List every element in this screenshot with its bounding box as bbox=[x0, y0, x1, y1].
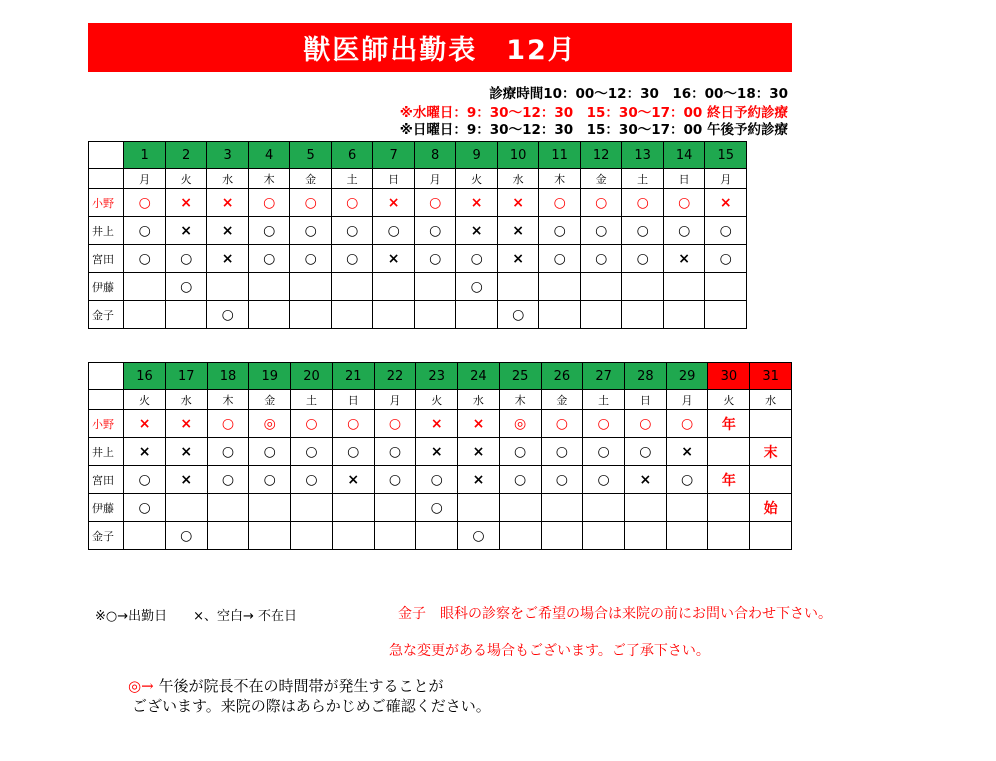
attendance-mark bbox=[708, 494, 750, 522]
attendance-mark bbox=[249, 494, 291, 522]
day-number: 16 bbox=[124, 363, 166, 390]
weekday-label: 日 bbox=[625, 390, 667, 410]
attendance-mark bbox=[622, 273, 664, 301]
empty-cell bbox=[89, 390, 124, 410]
doctor-row bbox=[89, 189, 747, 217]
weekday-label: 火 bbox=[416, 390, 458, 410]
attendance-mark: ○ bbox=[165, 273, 207, 301]
double-circle-mark: ◎→ bbox=[128, 677, 154, 695]
day-number: 19 bbox=[249, 363, 291, 390]
attendance-mark bbox=[583, 522, 625, 550]
attendance-mark bbox=[499, 522, 541, 550]
attendance-mark bbox=[705, 301, 747, 329]
double-circle-line2: ございます。来院の際はあらかじめご確認ください。 bbox=[132, 697, 491, 715]
attendance-mark bbox=[622, 301, 664, 329]
attendance-mark: ○ bbox=[539, 189, 581, 217]
attendance-mark bbox=[414, 301, 456, 329]
day-number: 13 bbox=[622, 142, 664, 169]
weekday-label: 火 bbox=[456, 169, 498, 189]
attendance-mark bbox=[332, 522, 374, 550]
empty-cell bbox=[89, 169, 124, 189]
attendance-mark bbox=[248, 301, 290, 329]
attendance-mark: ○ bbox=[580, 217, 622, 245]
attendance-mark bbox=[124, 273, 166, 301]
day-number: 2 bbox=[165, 142, 207, 169]
doctor-row bbox=[89, 438, 792, 466]
attendance-mark bbox=[625, 522, 667, 550]
attendance-mark: ○ bbox=[541, 466, 583, 494]
attendance-mark: ○ bbox=[291, 466, 333, 494]
weekday-label: 木 bbox=[248, 169, 290, 189]
attendance-mark: × bbox=[663, 245, 705, 273]
attendance-mark: ○ bbox=[622, 217, 664, 245]
attendance-mark: ○ bbox=[249, 438, 291, 466]
attendance-mark: × bbox=[165, 217, 207, 245]
day-number: 23 bbox=[416, 363, 458, 390]
day-number: 18 bbox=[207, 363, 249, 390]
attendance-mark: × bbox=[373, 189, 415, 217]
attendance-mark bbox=[374, 494, 416, 522]
attendance-mark bbox=[456, 301, 498, 329]
attendance-mark: ○ bbox=[248, 245, 290, 273]
attendance-mark: × bbox=[705, 189, 747, 217]
attendance-mark: × bbox=[625, 466, 667, 494]
attendance-mark: ○ bbox=[499, 466, 541, 494]
attendance-mark bbox=[541, 494, 583, 522]
doctor-row bbox=[89, 410, 792, 438]
attendance-mark: × bbox=[373, 245, 415, 273]
attendance-mark: × bbox=[124, 410, 166, 438]
attendance-mark: ○ bbox=[705, 217, 747, 245]
day-number-row bbox=[89, 142, 747, 169]
day-number: 12 bbox=[580, 142, 622, 169]
legend-note: ※○→出勤日 ×、空白→ 不在日 bbox=[95, 609, 298, 624]
attendance-mark: ○ bbox=[374, 466, 416, 494]
day-number: 4 bbox=[248, 142, 290, 169]
attendance-mark: ○ bbox=[625, 410, 667, 438]
attendance-mark: ○ bbox=[539, 217, 581, 245]
attendance-mark: × bbox=[165, 189, 207, 217]
attendance-mark bbox=[207, 273, 249, 301]
double-circle-line1: 午後が院長不在の時間帯が発生することが bbox=[153, 677, 444, 695]
attendance-mark: ○ bbox=[249, 466, 291, 494]
weekday-row bbox=[89, 169, 747, 189]
attendance-mark: 年 bbox=[708, 466, 750, 494]
attendance-mark: 始 bbox=[750, 494, 792, 522]
attendance-mark: ○ bbox=[373, 217, 415, 245]
attendance-mark: ○ bbox=[291, 410, 333, 438]
attendance-mark: ○ bbox=[414, 245, 456, 273]
weekday-label: 月 bbox=[374, 390, 416, 410]
doctor-name: 井上 bbox=[89, 438, 124, 466]
attendance-mark: ○ bbox=[248, 189, 290, 217]
weekday-label: 火 bbox=[165, 169, 207, 189]
sunday-hours: ※日曜日：9：30～12：30 15：30～17：00 午後予約診療 bbox=[399, 122, 788, 138]
attendance-mark: ○ bbox=[541, 410, 583, 438]
schedule-table-1 bbox=[88, 141, 747, 329]
day-number: 24 bbox=[458, 363, 500, 390]
attendance-mark: ○ bbox=[165, 522, 207, 550]
day-number: 10 bbox=[497, 142, 539, 169]
attendance-mark: × bbox=[497, 245, 539, 273]
attendance-mark: × bbox=[207, 189, 249, 217]
weekday-label: 日 bbox=[663, 169, 705, 189]
attendance-mark: ○ bbox=[332, 438, 374, 466]
attendance-mark bbox=[290, 301, 332, 329]
attendance-mark: ◎ bbox=[249, 410, 291, 438]
attendance-mark bbox=[290, 273, 332, 301]
weekday-label: 土 bbox=[622, 169, 664, 189]
attendance-mark: × bbox=[207, 245, 249, 273]
attendance-mark: ○ bbox=[290, 245, 332, 273]
attendance-mark: ○ bbox=[374, 410, 416, 438]
doctor-row bbox=[89, 245, 747, 273]
attendance-mark: ○ bbox=[124, 217, 166, 245]
attendance-mark: × bbox=[165, 410, 207, 438]
weekday-label: 金 bbox=[580, 169, 622, 189]
day-number: 15 bbox=[705, 142, 747, 169]
attendance-mark: ○ bbox=[583, 438, 625, 466]
attendance-mark: × bbox=[207, 217, 249, 245]
attendance-mark bbox=[291, 494, 333, 522]
attendance-mark: ○ bbox=[456, 245, 498, 273]
weekday-label: 月 bbox=[705, 169, 747, 189]
attendance-mark: ○ bbox=[207, 410, 249, 438]
attendance-mark: × bbox=[458, 438, 500, 466]
attendance-mark bbox=[373, 301, 415, 329]
attendance-mark: ○ bbox=[666, 410, 708, 438]
day-number: 27 bbox=[583, 363, 625, 390]
attendance-mark: ○ bbox=[207, 438, 249, 466]
weekday-label: 金 bbox=[249, 390, 291, 410]
attendance-mark: ○ bbox=[207, 466, 249, 494]
attendance-mark: × bbox=[666, 438, 708, 466]
weekday-label: 日 bbox=[332, 390, 374, 410]
ophthalmology-note: 金子 眼科の診察をご希望の場合は来院の前にお問い合わせ下さい。 bbox=[398, 606, 832, 622]
doctor-row bbox=[89, 494, 792, 522]
wednesday-hours: ※水曜日：9：30～12：30 15：30～17：00 終日予約診療 bbox=[399, 105, 788, 121]
attendance-mark bbox=[666, 494, 708, 522]
day-number: 1 bbox=[124, 142, 166, 169]
attendance-mark: ○ bbox=[165, 245, 207, 273]
weekday-label: 日 bbox=[373, 169, 415, 189]
day-number: 17 bbox=[165, 363, 207, 390]
attendance-mark: ○ bbox=[248, 217, 290, 245]
day-number: 8 bbox=[414, 142, 456, 169]
attendance-mark: ○ bbox=[207, 301, 249, 329]
weekday-label: 土 bbox=[583, 390, 625, 410]
attendance-mark bbox=[539, 301, 581, 329]
doctor-row bbox=[89, 301, 747, 329]
corner-cell bbox=[89, 363, 124, 390]
attendance-mark: × bbox=[124, 438, 166, 466]
attendance-mark: ○ bbox=[499, 438, 541, 466]
doctor-row bbox=[89, 522, 792, 550]
weekday-label: 月 bbox=[414, 169, 456, 189]
attendance-mark: ○ bbox=[124, 189, 166, 217]
day-number: 6 bbox=[331, 142, 373, 169]
attendance-mark: ○ bbox=[332, 410, 374, 438]
attendance-mark bbox=[750, 522, 792, 550]
attendance-mark bbox=[373, 273, 415, 301]
weekday-label: 水 bbox=[165, 390, 207, 410]
attendance-mark: ○ bbox=[622, 189, 664, 217]
weekday-label: 木 bbox=[499, 390, 541, 410]
doctor-row bbox=[89, 273, 747, 301]
attendance-mark bbox=[663, 273, 705, 301]
weekday-label: 水 bbox=[207, 169, 249, 189]
corner-cell bbox=[89, 142, 124, 169]
attendance-mark: × bbox=[165, 466, 207, 494]
attendance-mark bbox=[458, 494, 500, 522]
doctor-row bbox=[89, 466, 792, 494]
attendance-mark bbox=[539, 273, 581, 301]
weekday-label: 金 bbox=[290, 169, 332, 189]
attendance-mark: ○ bbox=[124, 494, 166, 522]
doctor-name: 井上 bbox=[89, 217, 124, 245]
weekday-label: 月 bbox=[666, 390, 708, 410]
attendance-mark bbox=[663, 301, 705, 329]
attendance-mark: ○ bbox=[663, 189, 705, 217]
doctor-name: 宮田 bbox=[89, 245, 124, 273]
day-number: 29 bbox=[666, 363, 708, 390]
attendance-mark bbox=[541, 522, 583, 550]
attendance-mark: 年 bbox=[708, 410, 750, 438]
day-number-row bbox=[89, 363, 792, 390]
title-bar bbox=[88, 23, 792, 72]
attendance-mark: ○ bbox=[124, 466, 166, 494]
attendance-mark bbox=[165, 301, 207, 329]
doctor-name: 宮田 bbox=[89, 466, 124, 494]
attendance-mark: ○ bbox=[331, 189, 373, 217]
attendance-mark bbox=[248, 273, 290, 301]
attendance-mark bbox=[750, 410, 792, 438]
attendance-mark: ○ bbox=[625, 438, 667, 466]
doctor-name: 小野 bbox=[89, 410, 124, 438]
day-number: 22 bbox=[374, 363, 416, 390]
regular-hours: 診療時間10：00～12：30 16：00～18：30 bbox=[489, 86, 788, 102]
attendance-mark: ○ bbox=[539, 245, 581, 273]
attendance-mark bbox=[207, 494, 249, 522]
attendance-mark: ○ bbox=[583, 410, 625, 438]
attendance-mark bbox=[249, 522, 291, 550]
attendance-mark: × bbox=[416, 410, 458, 438]
attendance-mark: ○ bbox=[622, 245, 664, 273]
day-number: 9 bbox=[456, 142, 498, 169]
attendance-mark: ○ bbox=[374, 438, 416, 466]
doctor-row bbox=[89, 217, 747, 245]
weekday-label: 土 bbox=[291, 390, 333, 410]
attendance-mark: ○ bbox=[290, 189, 332, 217]
attendance-mark bbox=[416, 522, 458, 550]
attendance-mark bbox=[331, 301, 373, 329]
weekday-label: 土 bbox=[331, 169, 373, 189]
day-number: 14 bbox=[663, 142, 705, 169]
attendance-mark: × bbox=[416, 438, 458, 466]
day-number: 3 bbox=[207, 142, 249, 169]
attendance-mark: ○ bbox=[416, 466, 458, 494]
double-circle-note bbox=[128, 676, 491, 716]
attendance-mark: ○ bbox=[497, 301, 539, 329]
attendance-mark bbox=[124, 522, 166, 550]
attendance-mark: × bbox=[458, 410, 500, 438]
change-notice: 急な変更がある場合もございます。ご了承下さい。 bbox=[389, 643, 710, 659]
attendance-mark: ○ bbox=[414, 217, 456, 245]
attendance-mark bbox=[580, 301, 622, 329]
day-number: 30 bbox=[708, 363, 750, 390]
day-number: 5 bbox=[290, 142, 332, 169]
attendance-mark: 末 bbox=[750, 438, 792, 466]
attendance-mark: ○ bbox=[705, 245, 747, 273]
attendance-mark: ○ bbox=[290, 217, 332, 245]
doctor-name: 小野 bbox=[89, 189, 124, 217]
attendance-mark bbox=[708, 438, 750, 466]
attendance-mark: ○ bbox=[414, 189, 456, 217]
attendance-mark bbox=[750, 466, 792, 494]
attendance-mark: ○ bbox=[583, 466, 625, 494]
day-number: 25 bbox=[499, 363, 541, 390]
attendance-mark bbox=[165, 494, 207, 522]
attendance-mark bbox=[207, 522, 249, 550]
weekday-label: 水 bbox=[458, 390, 500, 410]
doctor-name: 伊藤 bbox=[89, 273, 124, 301]
weekday-label: 火 bbox=[708, 390, 750, 410]
day-number: 20 bbox=[291, 363, 333, 390]
weekday-row bbox=[89, 390, 792, 410]
attendance-mark: ○ bbox=[416, 494, 458, 522]
day-number: 31 bbox=[750, 363, 792, 390]
day-number: 21 bbox=[332, 363, 374, 390]
attendance-mark bbox=[291, 522, 333, 550]
attendance-mark: × bbox=[456, 189, 498, 217]
attendance-mark bbox=[414, 273, 456, 301]
attendance-mark: × bbox=[497, 189, 539, 217]
attendance-mark bbox=[708, 522, 750, 550]
weekday-label: 金 bbox=[541, 390, 583, 410]
attendance-mark bbox=[583, 494, 625, 522]
weekday-label: 木 bbox=[207, 390, 249, 410]
attendance-mark: ○ bbox=[291, 438, 333, 466]
schedule-table-2 bbox=[88, 362, 792, 550]
attendance-mark bbox=[625, 494, 667, 522]
attendance-mark: ◎ bbox=[499, 410, 541, 438]
attendance-mark: ○ bbox=[541, 438, 583, 466]
attendance-mark bbox=[331, 273, 373, 301]
attendance-mark: × bbox=[458, 466, 500, 494]
attendance-mark bbox=[580, 273, 622, 301]
attendance-mark: ○ bbox=[456, 273, 498, 301]
attendance-mark: × bbox=[456, 217, 498, 245]
weekday-label: 水 bbox=[497, 169, 539, 189]
attendance-mark: ○ bbox=[124, 245, 166, 273]
day-number: 7 bbox=[373, 142, 415, 169]
attendance-mark: ○ bbox=[331, 217, 373, 245]
page-title: 獣医師出勤表 12月 bbox=[303, 35, 577, 66]
weekday-label: 月 bbox=[124, 169, 166, 189]
attendance-mark: × bbox=[165, 438, 207, 466]
attendance-mark bbox=[497, 273, 539, 301]
attendance-mark: × bbox=[497, 217, 539, 245]
attendance-mark: ○ bbox=[580, 245, 622, 273]
attendance-mark: ○ bbox=[580, 189, 622, 217]
day-number: 28 bbox=[625, 363, 667, 390]
attendance-mark bbox=[332, 494, 374, 522]
doctor-name: 金子 bbox=[89, 301, 124, 329]
attendance-mark: ○ bbox=[663, 217, 705, 245]
attendance-mark bbox=[124, 301, 166, 329]
doctor-name: 伊藤 bbox=[89, 494, 124, 522]
attendance-mark: ○ bbox=[666, 466, 708, 494]
weekday-label: 木 bbox=[539, 169, 581, 189]
day-number: 11 bbox=[539, 142, 581, 169]
attendance-mark: × bbox=[332, 466, 374, 494]
attendance-mark bbox=[499, 494, 541, 522]
attendance-mark bbox=[705, 273, 747, 301]
attendance-mark bbox=[374, 522, 416, 550]
weekday-label: 水 bbox=[750, 390, 792, 410]
weekday-label: 火 bbox=[124, 390, 166, 410]
doctor-name: 金子 bbox=[89, 522, 124, 550]
day-number: 26 bbox=[541, 363, 583, 390]
attendance-mark: ○ bbox=[331, 245, 373, 273]
attendance-mark: ○ bbox=[458, 522, 500, 550]
attendance-mark bbox=[666, 522, 708, 550]
